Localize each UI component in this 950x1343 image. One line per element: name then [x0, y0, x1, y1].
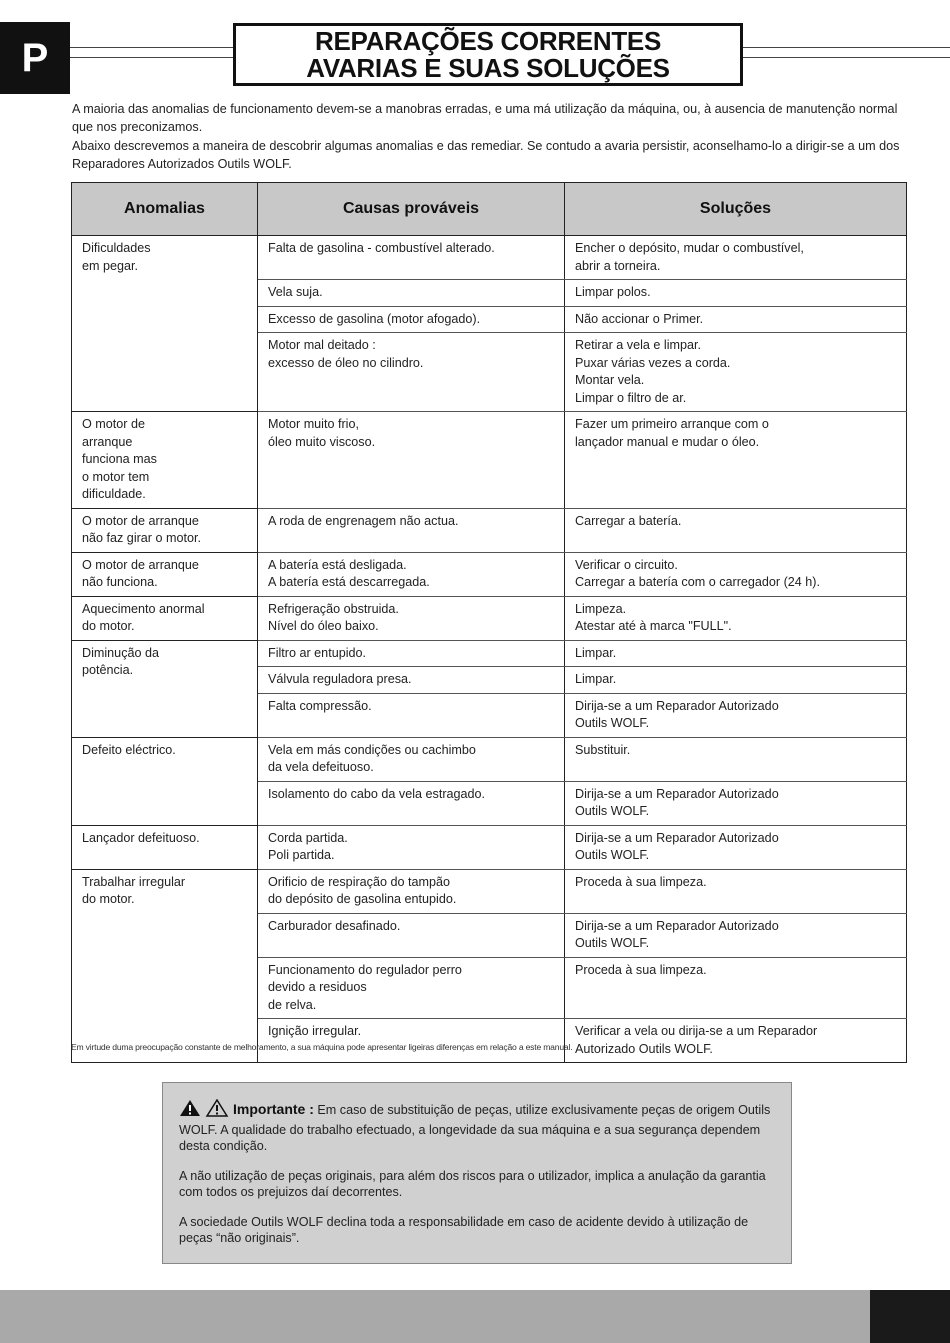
page-title	[233, 23, 743, 86]
solution-cell: Dirija-se a um Reparador Autorizado Outils WOLF.	[565, 913, 907, 957]
solution-cell: Limpeza. Atestar até à marca "FULL".	[565, 596, 907, 640]
table-row	[72, 412, 907, 509]
cause-cell: A roda de engrenagem não actua.	[258, 508, 565, 552]
cause-cell: Refrigeração obstruida. Nível do óleo baixo.	[258, 596, 565, 640]
solution-cell: Verificar o circuito. Carregar a batería com o carregador (24 h).	[565, 552, 907, 596]
cause-cell: Corda partida. Poli partida.	[258, 825, 565, 869]
header-rule-right-bottom	[743, 57, 950, 58]
header-solucoes: Soluções	[565, 183, 907, 236]
cause-cell: Excesso de gasolina (motor afogado).	[258, 306, 565, 333]
solution-cell: Limpar.	[565, 667, 907, 694]
solution-cell: Proceda à sua limpeza.	[565, 957, 907, 1019]
solution-cell: Dirija-se a um Reparador Autorizado Outils WOLF.	[565, 825, 907, 869]
table-row	[72, 552, 907, 596]
header-rule-left-top	[70, 47, 233, 48]
anomaly-cell: Lançador defeituoso.	[72, 825, 258, 869]
table-header-row	[72, 183, 907, 236]
solution-cell: Carregar a batería.	[565, 508, 907, 552]
anomaly-cell: Diminução da potência.	[72, 640, 258, 737]
page-title-line-1: REPARAÇÕES CORRENTES	[314, 25, 661, 56]
solution-cell: Dirija-se a um Reparador Autorizado Outils WOLF.	[565, 781, 907, 825]
solution-cell: Proceda à sua limpeza.	[565, 869, 907, 913]
table-row	[72, 869, 907, 913]
importante-text-3: A sociedade Outils WOLF declina toda a responsabilidade em caso de acidente devido à utilização de peças “não originais”.	[179, 1214, 749, 1245]
table-row	[72, 825, 907, 869]
table-row	[72, 236, 907, 280]
cause-cell: Motor muito frio, óleo muito viscoso.	[258, 412, 565, 509]
table-row	[72, 508, 907, 552]
cause-cell: A batería está desligada. A batería está descarregada.	[258, 552, 565, 596]
importante-box	[162, 1082, 792, 1264]
cause-cell: Motor mal deitado : excesso de óleo no cilindro.	[258, 333, 565, 412]
table-row	[72, 596, 907, 640]
anomaly-cell: Dificuldades em pegar.	[72, 236, 258, 412]
page-tab	[870, 1290, 950, 1343]
anomaly-cell: O motor de arranque não funciona.	[72, 552, 258, 596]
solution-cell: Não accionar o Primer.	[565, 306, 907, 333]
cause-cell: Válvula reguladora presa.	[258, 667, 565, 694]
cause-cell: Isolamento do cabo da vela estragado.	[258, 781, 565, 825]
intro-paragraph-2: Abaixo descrevemos a maneira de descobrir algumas anomalias e das remediar. Se contudo a avaria persistir, aconselhamo-lo a dirigir-se a um dos Reparadores Autorizados Outils WOLF.	[72, 139, 900, 171]
page-title-line-2: AVARIAS E SUAS SOLUÇÕES	[306, 52, 670, 83]
cause-cell: Vela suja.	[258, 280, 565, 307]
solution-cell: Dirija-se a um Reparador Autorizado Outils WOLF.	[565, 693, 907, 737]
cause-cell: Falta de gasolina - combustível alterado.	[258, 236, 565, 280]
footnote: Em virtude duma preocupação constante de melhoramento, a sua máquina pode apresentar ligeiras diferenças em relação a este manual.	[71, 1042, 573, 1052]
cause-cell: Vela em más condições ou cachimbo da vela defeituoso.	[258, 737, 565, 781]
cause-cell: Ignição irregular.	[258, 1019, 565, 1063]
cause-cell: Orificio de respiração do tampão do depósito de gasolina entupido.	[258, 869, 565, 913]
troubleshooting-table	[71, 182, 907, 1063]
importante-title: Importante :	[233, 1101, 314, 1117]
warning-icons	[179, 1099, 229, 1122]
header-anomalias: Anomalias	[72, 183, 258, 236]
solution-cell: Substituir.	[565, 737, 907, 781]
intro-text	[72, 100, 902, 174]
anomaly-cell: O motor de arranque não faz girar o motor.	[72, 508, 258, 552]
solution-cell: Verificar a vela ou dirija-se a um Reparador Autorizado Outils WOLF.	[565, 1019, 907, 1063]
solution-cell: Limpar polos.	[565, 280, 907, 307]
anomaly-cell: Defeito eléctrico.	[72, 737, 258, 825]
anomaly-cell: Trabalhar irregular do motor.	[72, 869, 258, 1063]
header-causas: Causas prováveis	[258, 183, 565, 236]
bottom-bar	[0, 1290, 950, 1343]
intro-paragraph-1: A maioria das anomalias de funcionamento devem-se a manobras erradas, e uma má utilização da máquina, ou, à ausencia de manutenção normal que nos preconizamos.	[72, 102, 898, 134]
importante-text-1: Em caso de substituição de peças, utilize exclusivamente peças de origem Outils WOLF. A qualidade do trabalho efectuado, a longevidade da sua máquina e a sua segurança dependem desta condição.	[179, 1103, 771, 1153]
header-rule-right-top	[743, 47, 950, 48]
cause-cell: Funcionamento do regulador perro devido a residuos de relva.	[258, 957, 565, 1019]
anomaly-cell: Aquecimento anormal do motor.	[72, 596, 258, 640]
solution-cell: Retirar a vela e limpar. Puxar várias vezes a corda. Montar vela. Limpar o filtro de ar.	[565, 333, 907, 412]
cause-cell: Carburador desafinado.	[258, 913, 565, 957]
solution-cell: Limpar.	[565, 640, 907, 667]
table-row	[72, 640, 907, 667]
cause-cell: Falta compressão.	[258, 693, 565, 737]
solution-cell: Fazer um primeiro arranque com o lançador manual e mudar o óleo.	[565, 412, 907, 509]
cause-cell: Filtro ar entupido.	[258, 640, 565, 667]
language-badge: P	[0, 22, 70, 94]
anomaly-cell: O motor de arranque funciona mas o motor tem dificuldade.	[72, 412, 258, 509]
header-rule-left-bottom	[70, 57, 233, 58]
table-row	[72, 737, 907, 781]
importante-text-2: A não utilização de peças originais, para além dos riscos para o utilizador, implica a anulação da garantia com todos os prejuizos daí decorrentes.	[179, 1168, 766, 1199]
solution-cell: Encher o depósito, mudar o combustível, abrir a torneira.	[565, 236, 907, 280]
